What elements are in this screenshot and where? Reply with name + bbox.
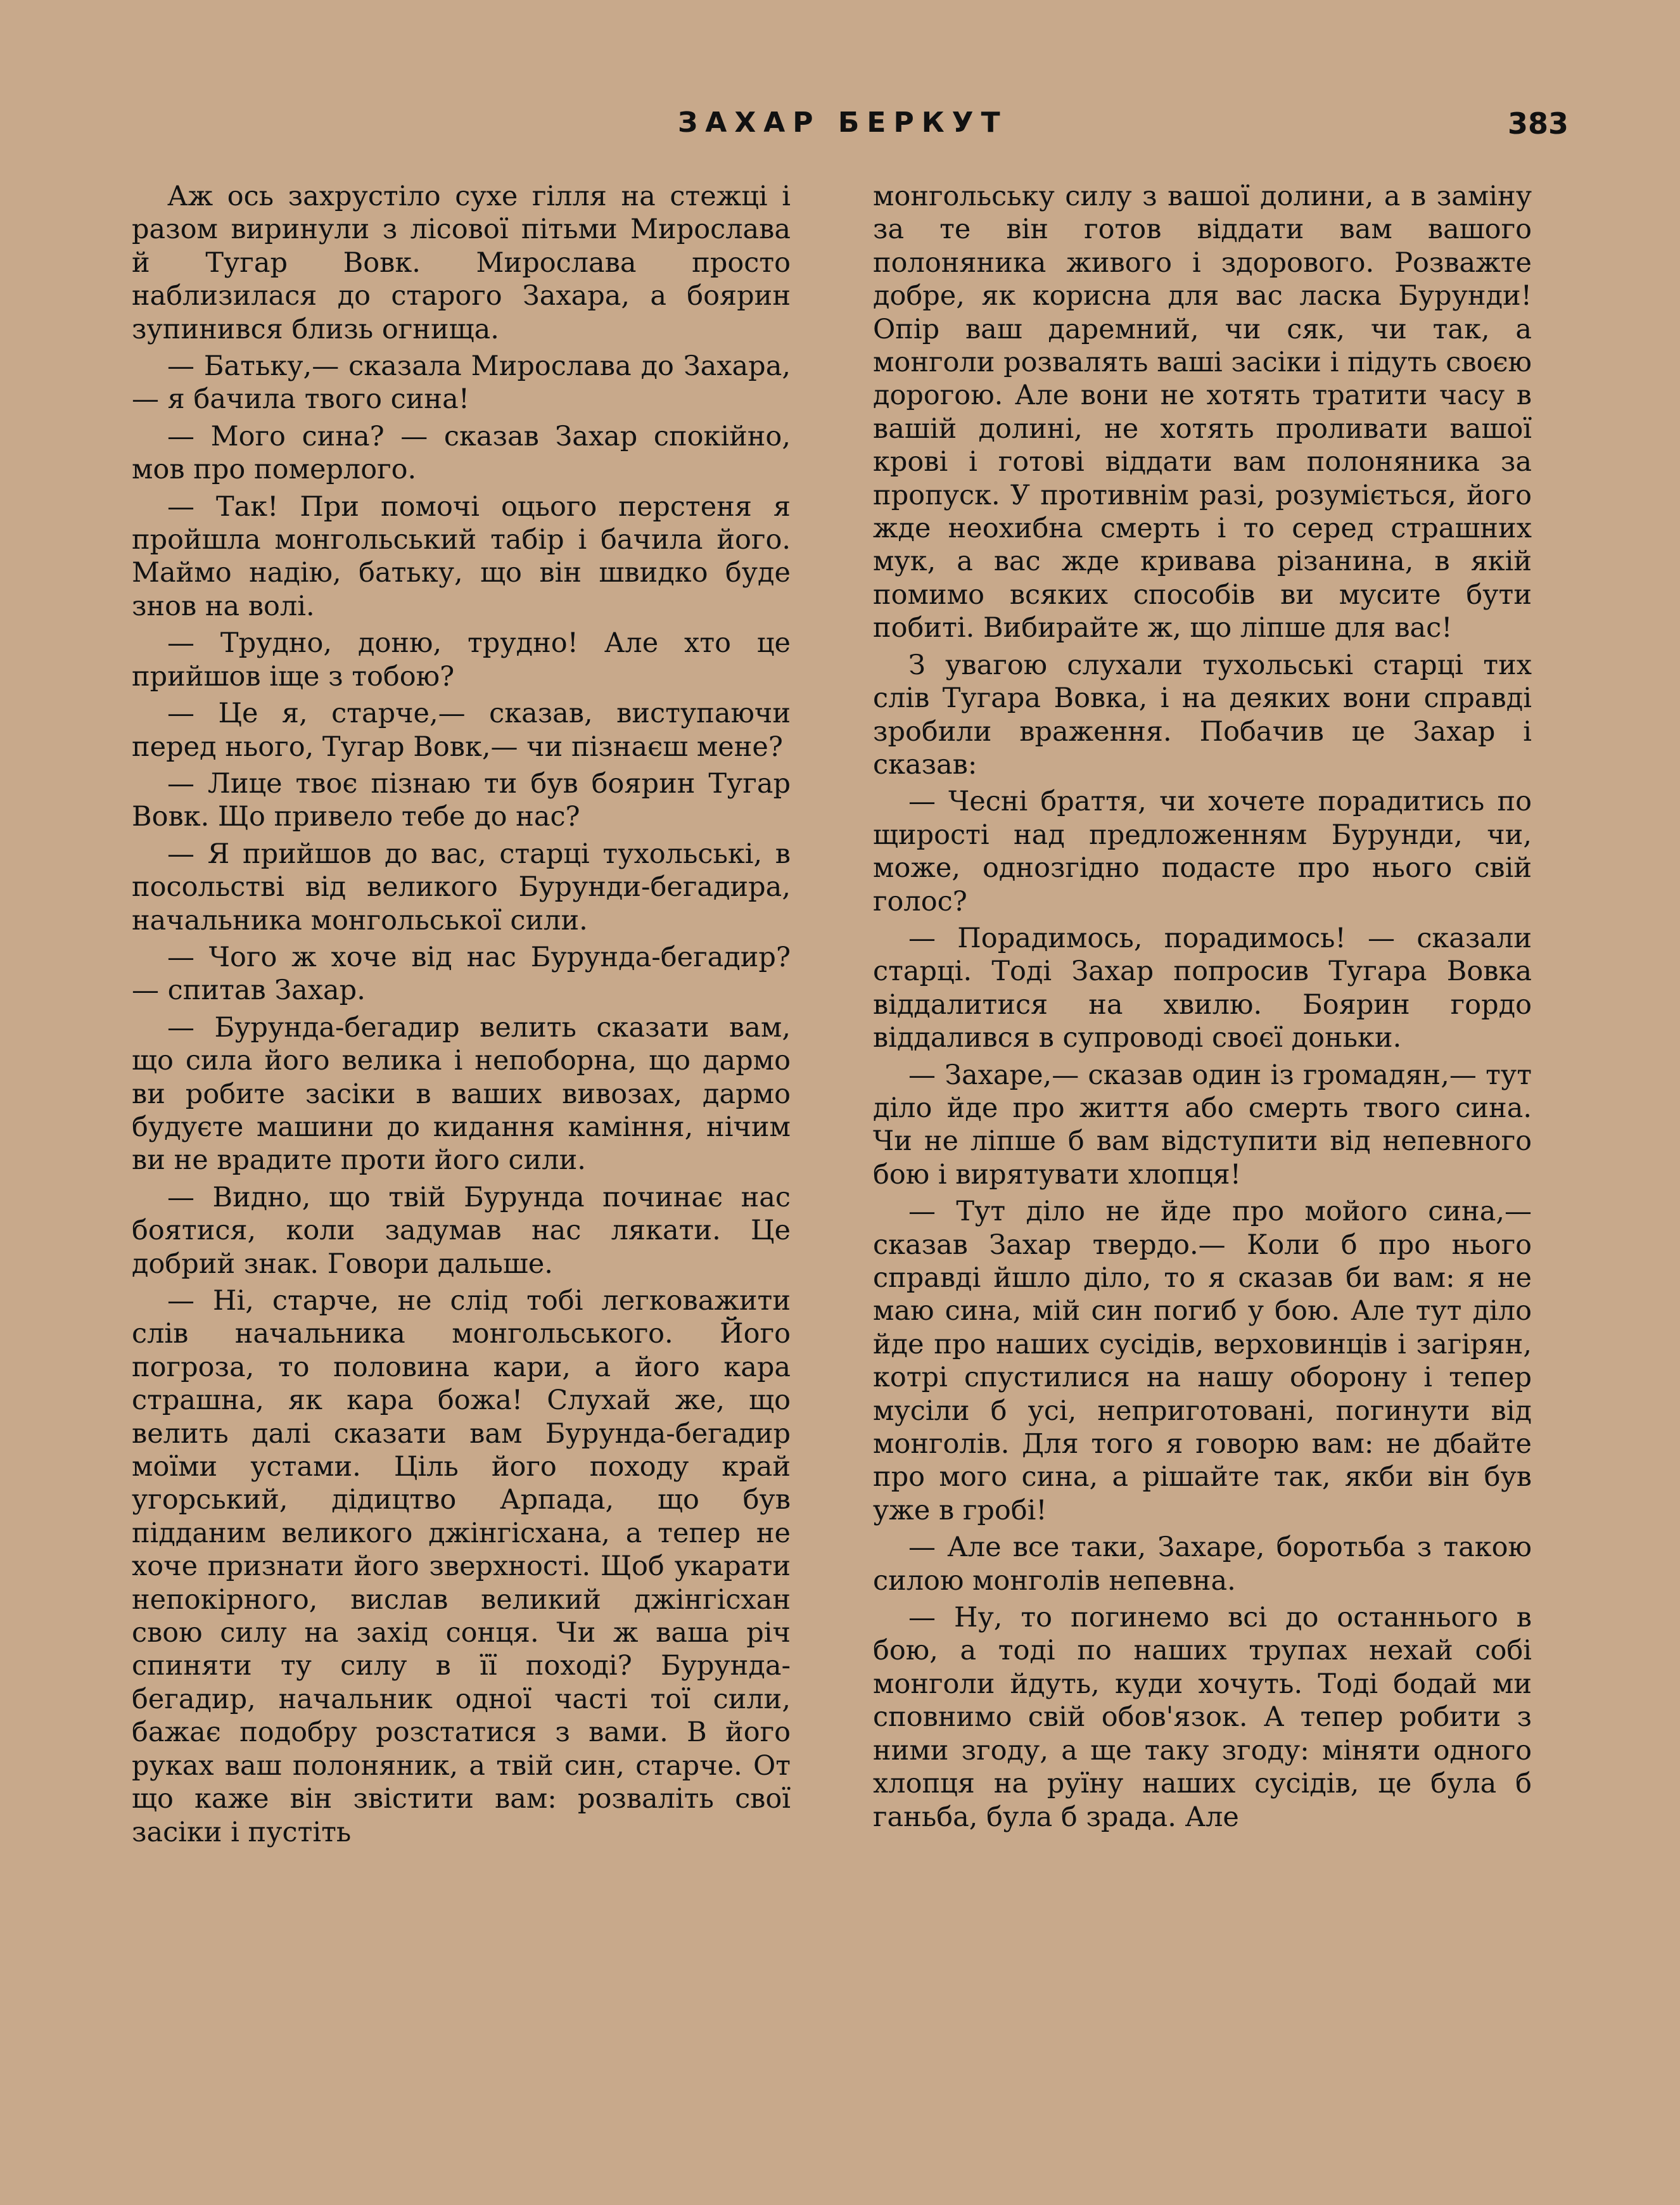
paragraph: — Лице твоє пізнаю ти був боярин Тугар Вовк. Що привело тебе до нас? [132,767,791,833]
paragraph: — Так! При помочі оцього перстеня я пройшла монгольський табір і бачила його. Маймо надію, батьку, що він швидко буде знов на волі. [132,490,791,622]
paragraph: Аж ось захрустіло сухе гілля на стежці і разом виринули з лісової пітьми Мирослава й Тугар Вовк. Мирослава просто наблизилася до старого Захара, а боярин зупинився близь огнища. [132,181,791,345]
paragraph: — Захаре,— сказав один із громадян,— тут діло йде про життя або смерть твого сина. Чи не ліпше б вам відступити від непевного бою і вирятувати хлопця! [873,1059,1532,1191]
right-column [873,180,1532,2119]
paragraph: — Ну, то погинемо всі до останнього в бою, а тоді по наших трупах нехай собі монголи йдуть, куди хочуть. Тоді бодай ми сповнимо свій обов'язок. А тепер робити з ними згоду, а ще таку згоду: міняти одного хлопця на руїну наших сусідів, це була б ганьба, була б зрада. Але [873,1602,1532,1833]
paragraph: — Трудно, доню, трудно! Але хто це прийшов іще з тобою? [132,627,791,693]
paragraph: — Порадимось, порадимось! — сказали старці. Тоді Захар попросив Тугара Вовка віддалитися на хвилю. Боярин гордо віддалився в супроводі своєї доньки. [873,922,1532,1054]
paragraph: — Але все таки, Захаре, боротьба з такою силою монголів непевна. [873,1531,1532,1597]
paragraph: — Мого сина? — сказав Захар спокійно, мов про померлого. [132,420,791,486]
paragraph: — Я прийшов до вас, старці тухольські, в посольстві від великого Бурунди-бегадира, начальника монгольської сили. [132,838,791,936]
paragraph: — Видно, що твій Бурунда починає нас боятися, коли задумав нас лякати. Це добрий знак. Говори дальше. [132,1181,791,1280]
continued-paragraph: монгольську силу з вашої долини, а в заміну за те він готов віддати вам вашого полоняника живого і здорового. Розважте добре, як корисна для вас ласка Бурунди! Опір ваш даремний, чи сяк, чи так, а монголи розвалять ваші засіки і підуть своєю дорогою. Але вони не хотять тратити часу в вашій долині, не хотять проливати вашої крові і готові віддати вам полоняника за пропуск. У противнім разі, розуміється, його жде неохибна смерть і то серед страшних мук, а вас жде кривава різанина, в якій помимо всяких способів ви мусите бути побиті. Вибирайте ж, що ліпше для вас! [873,181,1532,644]
paragraph: — Тут діло не йде про мойого сина,— сказав Захар твердо.— Коли б про нього справді йшло діло, то я сказав би вам: я не маю сина, мій син погиб у бою. Але тут діло йде про наших сусідів, верховинців і загірян, котрі спустилися на нашу оборону і тепер мусіли б усі, неприготовані, погинути від монголів. Для того я говорю вам: не дбайте про мого сина, а рішайте так, якби він був уже в гробі! [873,1196,1532,1526]
page-number: 383 [1507,106,1569,141]
paragraph: — Це я, старче,— сказав, виступаючи перед нього, Тугар Вовк,— чи пізнаєш мене? [132,698,791,763]
running-title: ЗАХАР БЕРКУТ [678,106,1008,139]
paragraph: З увагою слухали тухольські старці тих слів Тугара Вовка, і на деяких вони справді зробили враження. Побачив це Захар і сказав: [873,649,1532,781]
left-column [132,180,791,2119]
paragraph: — Бурунда-бегадир велить сказати вам, що сила його велика і непоборна, що дармо ви робите засіки в ваших вивозах, дармо будуєте машини до кидання каміння, нічим ви не врадите проти його сили. [132,1011,791,1177]
paragraph: — Чого ж хоче від нас Бурунда-бегадир? — спитав Захар. [132,941,791,1007]
paragraph: — Батьку,— сказала Мирослава до Захара,— я бачила твого сина! [132,350,791,416]
paragraph: — Ні, старче, не слід тобі легковажити слів начальника монгольського. Його погроза, то половина кари, а його кара страшна, як кара божа! Слухай же, що велить далі сказати вам Бурунда-бегадир моїми устами. Ціль його походу край угорський, дідицтво Арпада, що був підданим великого джінгісхана, а тепер не хоче признати його зверхності. Щоб укарати непокірного, вислав великий джінгісхан свою силу на захід сонця. Чи ж ваша річ спиняти ту силу в її поході? Бурунда-бегадир, начальник одної часті тої сили, бажає подобру розстатися з вами. В його руках ваш полоняник, а твій син, старче. От що каже він звістити вам: розваліть свої засіки і пустіть [132,1285,791,1848]
paragraph: — Чесні браття, чи хочете порадитись по щирості над предложенням Бурунди, чи, може, однозгідно подасте про нього свій голос? [873,786,1532,917]
